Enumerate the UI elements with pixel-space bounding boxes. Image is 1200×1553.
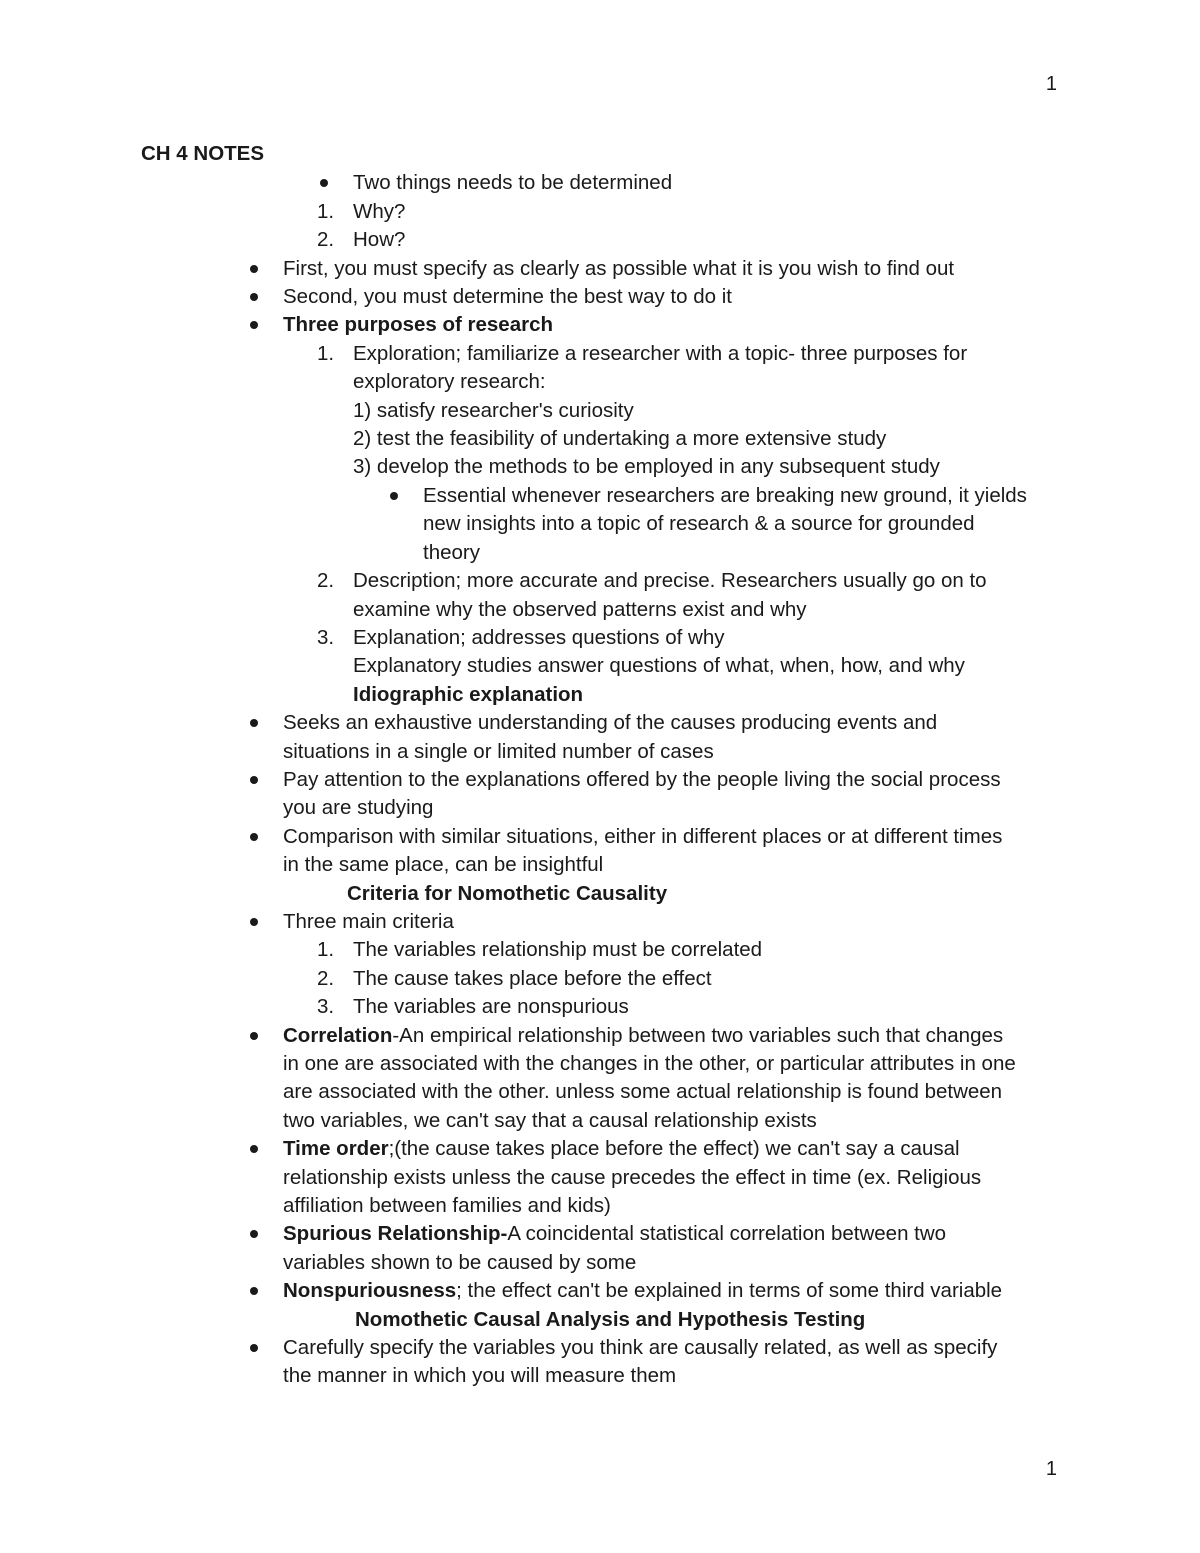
item-number: 2.: [317, 228, 335, 252]
continuation-line: examine why the observed patterns exist and why: [353, 597, 807, 621]
definition: ; the effect can't be explained in terms of some third variable: [456, 1279, 1003, 1303]
bullet-dot: [390, 492, 398, 500]
item-number: 2.: [317, 569, 335, 593]
bullet-dot: [320, 179, 328, 187]
term: Time order: [283, 1137, 389, 1161]
bullet-text: Pay attention to the explanations offered by the people living the social process: [283, 767, 1001, 791]
numbered-item: [0, 993, 1200, 1021]
continuation-line: theory: [423, 540, 480, 564]
bullet-item: [0, 709, 1200, 737]
bullet-item: [0, 1277, 1200, 1305]
item-number: 1.: [317, 341, 335, 365]
bullet-dot: [250, 833, 258, 841]
bullet-text: Comparison with similar situations, either in different places or at different times: [283, 824, 1003, 848]
numbered-item: [0, 624, 1200, 652]
item-text: Why?: [353, 199, 406, 223]
continuation-line: are associated with the other. unless some actual relationship is found between: [283, 1080, 1003, 1104]
item-text: Exploration; familiarize a researcher with a topic- three purposes for: [353, 341, 968, 365]
section-heading: Idiographic explanation: [353, 682, 584, 706]
sub-point: 3) develop the methods to be employed in any subsequent study: [353, 455, 940, 479]
sub-point: 2) test the feasibility of undertaking a more extensive study: [353, 427, 887, 451]
page-number-bottom: 1: [1045, 1458, 1057, 1480]
item-text: How?: [353, 228, 406, 252]
bullet-dot: [250, 265, 258, 273]
bullet-item: [0, 255, 1200, 283]
bullet-item: [0, 1220, 1200, 1248]
item-number: 2.: [317, 966, 335, 990]
item-number: 1.: [317, 938, 335, 962]
bullet-text: Second, you must determine the best way to do it: [283, 285, 732, 309]
numbered-item: [0, 340, 1200, 368]
bullet-item: [0, 169, 1200, 197]
section-heading: Criteria for Nomothetic Causality: [347, 881, 668, 905]
continuation-line: relationship exists unless the cause precedes the effect in time (ex. Religious: [283, 1165, 982, 1189]
item-text: The variables are nonspurious: [353, 995, 629, 1019]
page-number-top: 1: [1045, 73, 1057, 95]
numbered-item: [0, 226, 1200, 254]
bullet-dot: [250, 293, 258, 301]
bullet-item: [0, 1135, 1200, 1163]
document-body: [0, 140, 1200, 1391]
continuation-line: Explanatory studies answer questions of what, when, how, and why: [353, 654, 965, 678]
numbered-item: [0, 965, 1200, 993]
bullet-dot: [250, 1344, 258, 1352]
sub-point: 1) satisfy researcher's curiosity: [353, 398, 634, 422]
numbered-item: [0, 567, 1200, 595]
section-heading: Nomothetic Causal Analysis and Hypothesis Testing: [355, 1307, 866, 1331]
bullet-dot: [250, 918, 258, 926]
bullet-dot: [250, 776, 258, 784]
continuation-line: variables shown to be caused by some: [283, 1250, 637, 1274]
bullet-item: [0, 823, 1200, 851]
item-number: 3.: [317, 995, 335, 1019]
bullet-item: [0, 908, 1200, 936]
bullet-dot: [250, 321, 258, 329]
bullet-dot: [250, 719, 258, 727]
term: Nonspuriousness: [283, 1279, 457, 1303]
definition: ;(the cause takes place before the effect) we can't say a causal: [388, 1137, 960, 1161]
bullet-item: [0, 283, 1200, 311]
bullet-item: [0, 1022, 1200, 1050]
continuation-line: two variables, we can't say that a causal relationship exists: [283, 1108, 817, 1132]
bullet-dot: [250, 1287, 258, 1295]
bullet-dot: [250, 1032, 258, 1040]
continuation-line: exploratory research:: [353, 370, 546, 394]
item-text: Description; more accurate and precise. Researchers usually go on to: [353, 569, 987, 593]
bullet-item: [0, 482, 1200, 510]
term: Spurious Relationship-: [283, 1222, 508, 1246]
document-title: CH 4 NOTES: [141, 142, 265, 165]
definition: -An empirical relationship between two variables such that changes: [392, 1023, 1004, 1047]
continuation-line: you are studying: [283, 796, 434, 820]
item-text: The variables relationship must be correlated: [353, 938, 763, 962]
continuation-line: situations in a single or limited number of cases: [283, 739, 714, 763]
bullet-item: [0, 766, 1200, 794]
bullet-dot: [250, 1145, 258, 1153]
item-number: 3.: [317, 625, 335, 649]
bullet-text: Essential whenever researchers are breaking new ground, it yields: [423, 483, 1027, 507]
bullet-item: [0, 1334, 1200, 1362]
item-text: Explanation; addresses questions of why: [353, 625, 725, 649]
bullet-text: Seeks an exhaustive understanding of the causes producing events and: [283, 711, 938, 735]
continuation-line: affiliation between families and kids): [283, 1194, 611, 1218]
continuation-line: the manner in which you will measure them: [283, 1364, 677, 1388]
numbered-item: [0, 198, 1200, 226]
bullet-text: Carefully specify the variables you think are causally related, as well as specify: [283, 1336, 998, 1360]
bullet-dot: [250, 1230, 258, 1238]
item-text: The cause takes place before the effect: [353, 966, 712, 990]
continuation-line: in the same place, can be insightful: [283, 853, 604, 877]
bullet-heading: Three purposes of research: [283, 313, 554, 337]
bullet-item: [0, 311, 1200, 339]
continuation-line: in one are associated with the changes in the other, or particular attributes in one: [283, 1052, 1016, 1075]
definition: A coincidental statistical correlation between two: [507, 1222, 947, 1246]
bullet-text: First, you must specify as clearly as possible what it is you wish to find out: [283, 256, 955, 280]
continuation-line: new insights into a topic of research & a source for grounded: [423, 512, 975, 536]
numbered-item: [0, 936, 1200, 964]
bullet-text: Two things needs to be determined: [353, 171, 673, 195]
term: Correlation: [283, 1023, 393, 1047]
item-number: 1.: [317, 199, 335, 223]
bullet-text: Three main criteria: [283, 909, 454, 933]
